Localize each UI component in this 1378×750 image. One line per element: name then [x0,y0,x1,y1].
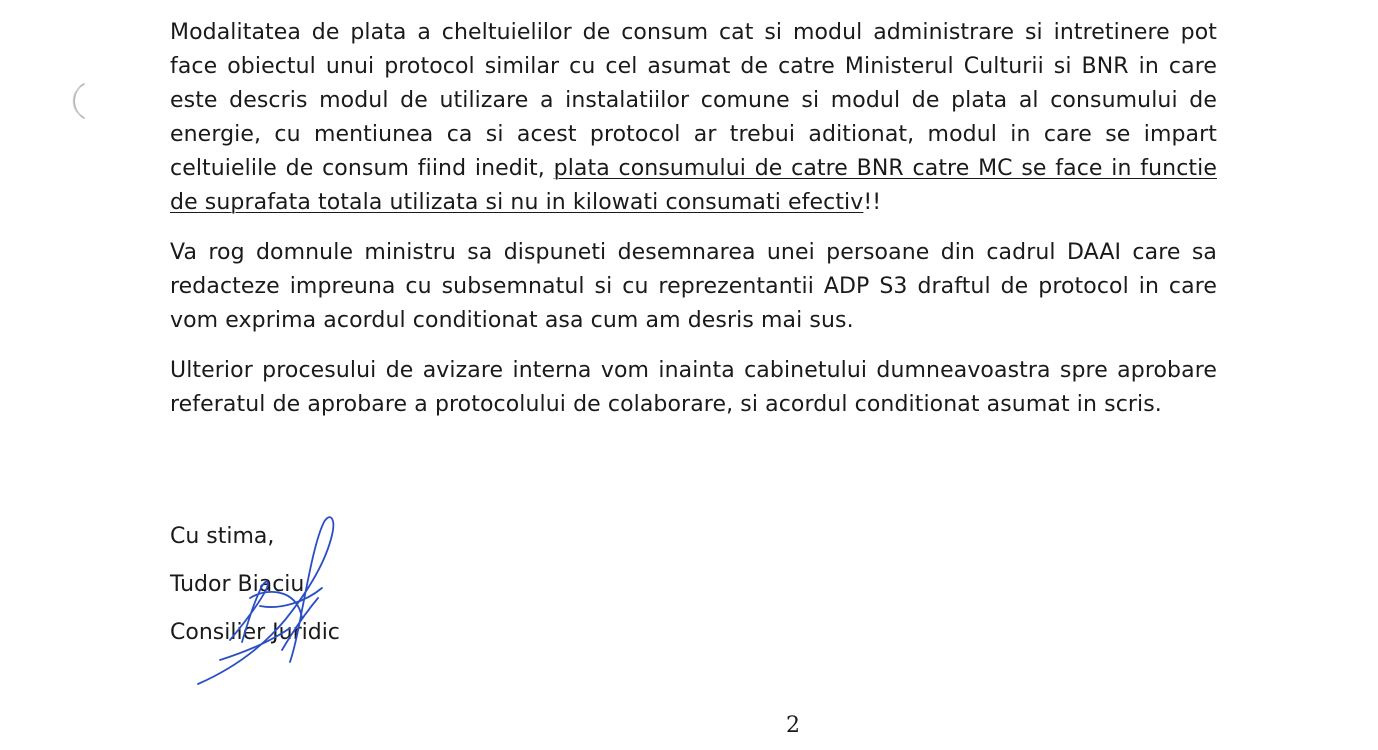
paragraph-request-minister: Va rog domnule ministru sa dispuneti desemnarea unei persoane din cadrul DAAI care sa redacteze impreuna cu subsemnatul si cu reprezentantii ADP S3 draftul de protocol in care vom exprima acordul conditionat asa cum am desris mai sus. [170,240,1217,333]
margin-bracket-icon [68,82,88,120]
paragraph-1-text-start: Modalitatea de plata a cheltuielilor de consum cat si modul administrare si intretinere pot face obiectul unui protocol similar cu cel asumat de catre Ministerul Culturii si BNR in care este descris modul de utilizare a instalatiilor comune si modul de plata al consumului de energie, cu mentiunea ca si acest protocol ar trebui aditionat, modul in care se impart celtuielile de consum fiind inedit, [170,20,1217,181]
page-number: 2 [786,713,800,738]
paragraph-payment-protocol [170,16,1217,220]
letter-body [170,16,1217,438]
signatory-name: Tudor Biaciu [170,572,305,597]
closing-block [170,513,340,657]
signatory-role: Consilier Juridic [170,620,340,645]
paragraph-1-text-end: !! [863,190,882,215]
paragraph-approval-process: Ulterior procesului de avizare interna vom inainta cabinetului dumneavoastra spre aprobare referatul de aprobare a protocolului de colaborare, si acordul conditionat asumat in scris. [170,358,1217,417]
paragraph-1-underlined-text: plata consumului de catre BNR catre MC se face in functie de suprafata totala utilizata si nu in kilowati consumati efectiv [170,156,1217,215]
closing-salutation: Cu stima, [170,524,275,549]
